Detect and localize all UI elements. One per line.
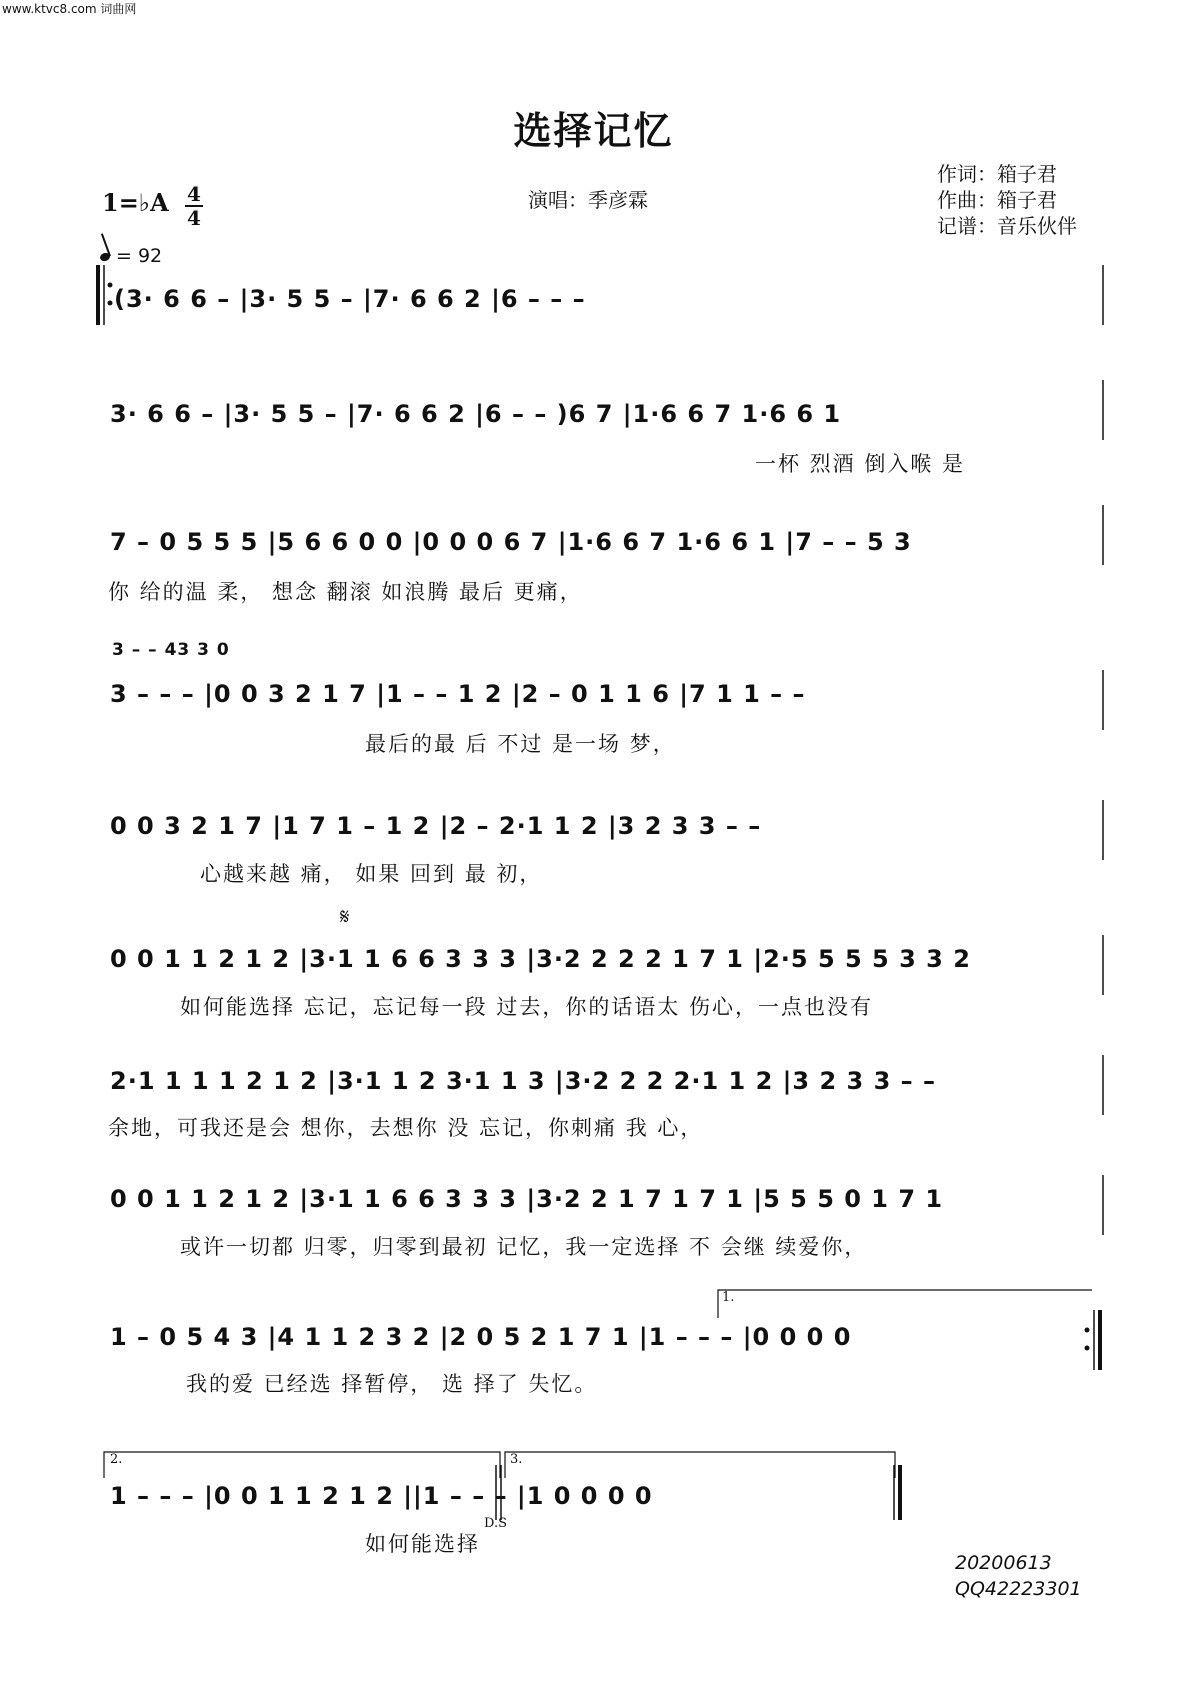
lyrics-row-9: 我的爱 已经选 择暂停， 选 择了 失忆。 xyxy=(186,1372,598,1396)
lyrics-row-8: 或许一切都 归零，归零到最初 记忆，我一定选择 不 会继 续爱你， xyxy=(180,1235,868,1259)
segno-icon: 𝄋 xyxy=(340,905,350,930)
score-row-7: 2·1 1 1 1 2 1 2 |3·1 1 2 3·1 1 3 |3·2 2 2 2·1 1 2 |3 2 3 3 – – xyxy=(110,1067,936,1095)
time-top: 4 xyxy=(187,182,201,206)
transcriber-credit: 记谱：音乐伙伴 xyxy=(937,214,1077,238)
volta-3-label: 3. xyxy=(510,1452,523,1467)
lyrics-row-5: 心越来越 痛， 如果 回到 最 初， xyxy=(200,862,543,886)
qq-code: QQ42223301 xyxy=(955,1578,1082,1600)
composer-credit: 作曲：箱子君 xyxy=(937,188,1057,212)
lyrics-row-3: 你 给的温 柔， 想念 翻滚 如浪腾 最后 更痛， xyxy=(108,580,583,604)
da-segno-mark: D.S xyxy=(484,1516,507,1531)
lyrics-row-7: 余地，可我还是会 想你，去想你 没 忘记，你刺痛 我 心， xyxy=(108,1116,704,1140)
score-row-8: 0 0 1 1 2 1 2 |3·1 1 6 6 3 3 3 |3·2 2 1 7 1 7 1 |5 5 5 0 1 7 1 xyxy=(110,1185,944,1213)
lyrics-row-2: 一杯 烈酒 倒入喉 是 xyxy=(755,452,966,476)
date-code: 20200613 xyxy=(955,1552,1052,1574)
lyrics-row-10: 如何能选择 xyxy=(365,1532,480,1556)
score-row-3: 7 – 0 5 5 5 |5 6 6 0 0 |0 0 0 6 7 |1·6 6 7 1·6 6 1 |7 – – 5 3 xyxy=(110,528,912,556)
volta-2-label: 2. xyxy=(110,1452,123,1467)
tempo-value: = 92 xyxy=(116,245,163,267)
time-bottom: 4 xyxy=(187,206,201,230)
score-row-9: 1 – 0 5 4 3 |4 1 1 2 3 2 |2 0 5 2 1 7 1 |1 – – – |0 0 0 0 xyxy=(110,1323,852,1351)
volta-1-label: 1. xyxy=(722,1290,735,1305)
score-row-2: 3· 6 6 – |3· 5 5 – |7· 6 6 2 |6 – – )6 7 |1·6 6 7 1·6 6 1 xyxy=(110,400,842,428)
site-watermark: www.ktvc8.com 词曲网 xyxy=(2,2,137,16)
song-title: 选择记忆 xyxy=(513,108,674,153)
score-row-6: 0 0 1 1 2 1 2 |3·1 1 6 6 3 3 3 |3·2 2 2 2 1 7 1 |2·5 5 5 5 3 3 2 xyxy=(110,945,971,973)
lyricist-credit: 作词：箱子君 xyxy=(937,162,1057,186)
score-row-5: 0 0 3 2 1 7 |1 7 1 – 1 2 |2 – 2·1 1 2 |3 2 3 3 – – xyxy=(110,812,762,840)
singer-credit: 演唱：季彦霖 xyxy=(528,188,648,212)
key-signature: 1=♭A xyxy=(102,188,169,217)
lyrics-row-4: 最后的最 后 不过 是一场 梦， xyxy=(365,732,676,756)
lyrics-row-6: 如何能选择 忘记，忘记每一段 过去，你的话语太 伤心，一点也没有 xyxy=(180,995,874,1019)
score-row-10: 1 – – – |0 0 1 1 2 1 2 ||1 – – – |1 0 0 0 0 xyxy=(110,1482,653,1510)
score-row-4: 3 – – – |0 0 3 2 1 7 |1 – – 1 2 |2 – 0 1 1 6 |7 1 1 – – xyxy=(110,680,806,708)
score-row-1: (3· 6 6 – |3· 5 5 – |7· 6 6 2 |6 – – – xyxy=(114,285,586,313)
ossia-row-4: 3 – – 43 3 0 xyxy=(112,640,230,660)
